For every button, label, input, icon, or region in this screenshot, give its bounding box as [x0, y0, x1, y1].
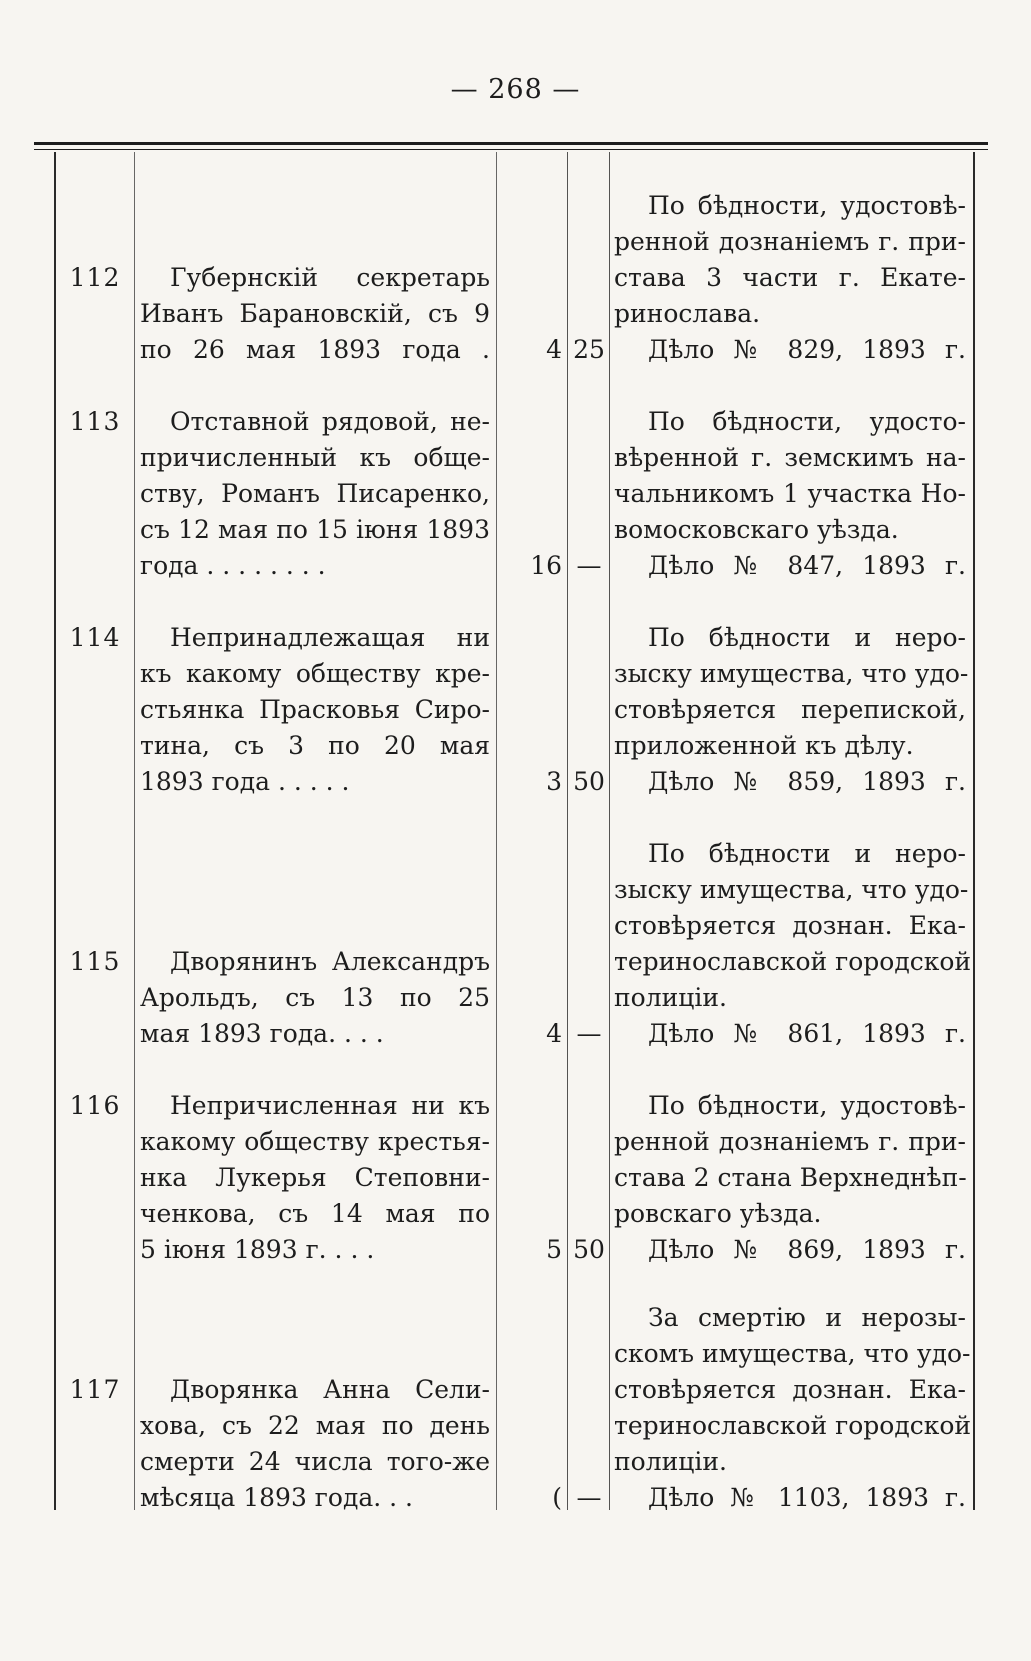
entry-case-number: Дѣло № 859, 1893 г.	[648, 767, 966, 796]
entry-kopecks: —	[576, 1483, 602, 1512]
page-number: — 268 —	[450, 74, 581, 105]
entry-number: 116	[69, 1091, 121, 1120]
entry-reason-line: теринославской городской	[614, 947, 972, 976]
table-border-right	[973, 152, 975, 1510]
entry-reason-line: теринославской городской	[614, 1411, 972, 1440]
entry-reason-line: По бѣдности и неро-	[648, 623, 966, 652]
entry-name-line: Иванъ Барановскій, съ 9	[140, 299, 490, 328]
entry-kopecks: 25	[573, 335, 605, 364]
entry-name-line: Непричисленная ни къ	[170, 1091, 490, 1120]
entry-number: 113	[69, 407, 121, 436]
entry-reason-line: приложенной къ дѣлу.	[614, 731, 914, 760]
entry-reason-line: ренной дознаніемъ г. при-	[614, 1127, 966, 1156]
entry-reason-line: ренной дознаніемъ г. при-	[614, 227, 966, 256]
entry-reason-line: ровскаго уѣзда.	[614, 1199, 822, 1228]
entry-number: 117	[69, 1375, 121, 1404]
column-divider-number	[134, 152, 135, 1510]
header-rule-thin	[34, 149, 988, 150]
entry-kopecks: —	[576, 551, 602, 580]
entry-reason-line: По бѣдности, удостовѣ-	[648, 191, 966, 220]
entry-rubles: 3	[546, 767, 562, 796]
entry-rubles: 4	[546, 1019, 562, 1048]
entry-reason-line: чальникомъ 1 участка Но-	[614, 479, 966, 508]
table-border-left	[54, 152, 56, 1510]
entry-number: 115	[69, 947, 121, 976]
entry-name-line: причисленный къ обще-	[140, 443, 490, 472]
column-divider-name	[496, 152, 497, 1510]
entry-name-line: 5 іюня 1893 г. . . .	[140, 1235, 375, 1264]
entry-number: 112	[69, 263, 121, 292]
entry-rubles: 16	[530, 551, 562, 580]
entry-name-line: ченкова, съ 14 мая по	[140, 1199, 490, 1228]
entry-name-line: стьянка Прасковья Сиро-	[140, 695, 490, 724]
entry-name-line: Губернскій секретарь	[170, 263, 490, 292]
entry-reason-line: полиціи.	[614, 983, 727, 1012]
entry-rubles: (	[552, 1483, 562, 1512]
entry-name-line: мѣсяца 1893 года. . .	[140, 1483, 413, 1512]
entry-reason-line: зыску имущества, что удо-	[614, 875, 969, 904]
entry-reason-line: стовѣряется дознан. Ека-	[614, 1375, 966, 1404]
entry-case-number: Дѣло № 1103, 1893 г.	[648, 1483, 966, 1512]
entry-reason-line: вѣренной г. земскимъ на-	[614, 443, 966, 472]
entry-reason-line: вомосковскаго уѣзда.	[614, 515, 899, 544]
entry-reason-line: става 3 части г. Екате-	[614, 263, 966, 292]
entry-case-number: Дѣло № 861, 1893 г.	[648, 1019, 966, 1048]
entry-reason-line: стовѣряется дознан. Ека-	[614, 911, 966, 940]
entry-name-line: года . . . . . . . .	[140, 551, 326, 580]
entry-reason-line: По бѣдности и неро-	[648, 839, 966, 868]
entry-number: 114	[69, 623, 121, 652]
entry-case-number: Дѣло № 829, 1893 г.	[648, 335, 966, 364]
entry-kopecks: —	[576, 1019, 602, 1048]
entry-kopecks: 50	[573, 767, 605, 796]
entry-reason-line: скомъ имущества, что удо-	[614, 1339, 971, 1368]
entry-reason-line: ринослава.	[614, 299, 761, 328]
entry-reason-line: За смертію и нерозы-	[648, 1303, 966, 1332]
entry-name-line: какому обществу крестья-	[140, 1127, 490, 1156]
entry-case-number: Дѣло № 869, 1893 г.	[648, 1235, 966, 1264]
entry-name-line: смерти 24 числа того-же	[140, 1447, 490, 1476]
header-rule	[34, 142, 988, 145]
entry-name-line: хова, съ 22 мая по день	[140, 1411, 490, 1440]
entry-reason-line: стовѣряется перепиской,	[614, 695, 966, 724]
entry-name-line: Непринадлежащая ни	[170, 623, 490, 652]
entry-reason-line: става 2 стана Верхнеднѣп-	[614, 1163, 967, 1192]
column-divider-rubles	[567, 152, 568, 1510]
entry-name-line: съ 12 мая по 15 іюня 1893	[140, 515, 490, 544]
entry-name-line: Дворянинъ Александръ	[170, 947, 490, 976]
entry-name-line: ству, Романъ Писаренко,	[140, 479, 490, 508]
entry-reason-line: полиціи.	[614, 1447, 727, 1476]
entry-name-line: Отставной рядовой, не-	[170, 407, 490, 436]
entry-rubles: 4	[546, 335, 562, 364]
entry-case-number: Дѣло № 847, 1893 г.	[648, 551, 966, 580]
entry-reason-line: По бѣдности, удосто-	[648, 407, 966, 436]
entry-name-line: тина, съ 3 по 20 мая	[140, 731, 490, 760]
entry-reason-line: зыску имущества, что удо-	[614, 659, 969, 688]
entry-kopecks: 50	[573, 1235, 605, 1264]
entry-name-line: къ какому обществу кре-	[140, 659, 490, 688]
entry-reason-line: По бѣдности, удостовѣ-	[648, 1091, 966, 1120]
entry-name-line: мая 1893 года. . . .	[140, 1019, 384, 1048]
entry-rubles: 5	[546, 1235, 562, 1264]
entry-name-line: нка Лукерья Степовни-	[140, 1163, 490, 1192]
entry-name-line: по 26 мая 1893 года .	[140, 335, 490, 364]
entry-name-line: 1893 года . . . . .	[140, 767, 350, 796]
entry-name-line: Дворянка Анна Сели-	[170, 1375, 490, 1404]
entry-name-line: Арольдъ, съ 13 по 25	[140, 983, 490, 1012]
column-divider-kopecks	[609, 152, 610, 1510]
